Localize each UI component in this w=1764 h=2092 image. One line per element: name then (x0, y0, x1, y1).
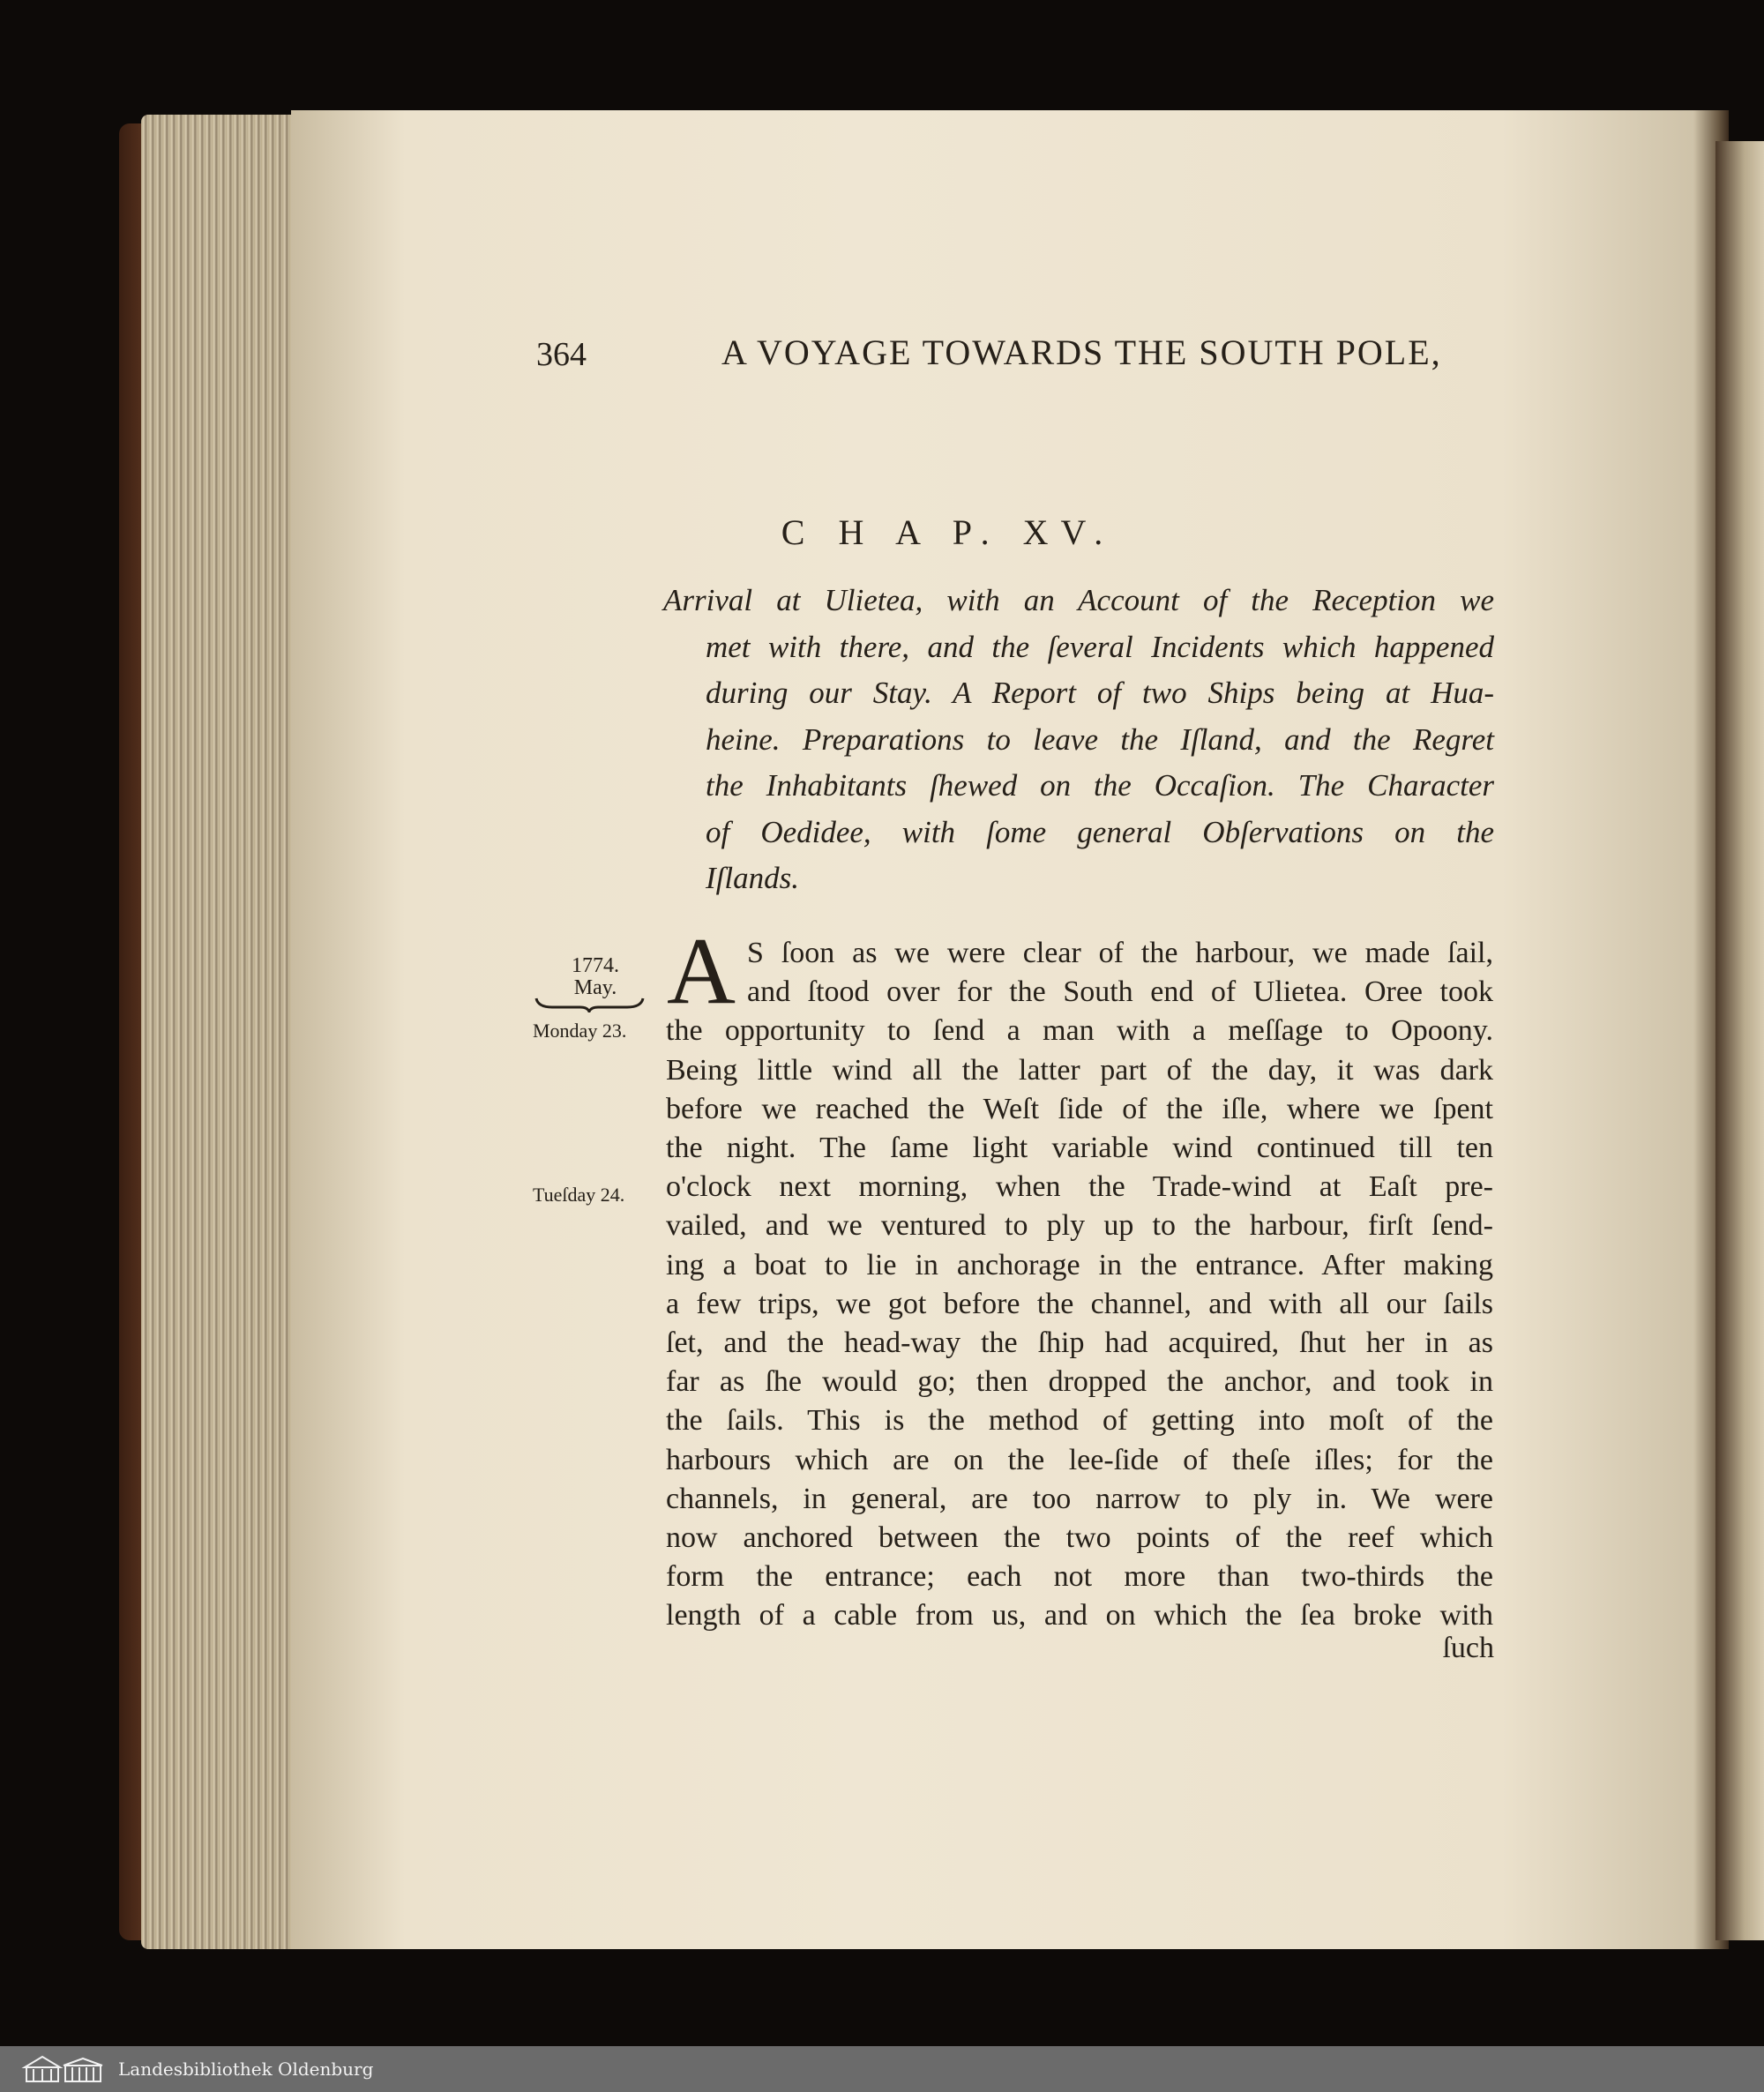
body-line: harbours which are on the lee-ſide of theſe iſles; for the (666, 1443, 1493, 1476)
body-line: length of a cable from us, and on which the ſea broke with (666, 1599, 1493, 1633)
body-line: now anchored between the two points of the reef which (666, 1521, 1493, 1555)
chapter-summary (663, 578, 1494, 902)
summary-line: Arrival at Ulietea, with an Account of the Reception we (663, 583, 1494, 617)
catchword: ſuch (1442, 1632, 1494, 1664)
margin-month: May. (573, 976, 617, 999)
body-text (666, 934, 1493, 1636)
summary-line: the Inhabitants ſhewed on the Occaſion. The Character (706, 768, 1494, 803)
body-line: the night. The ſame light variable wind continued till ten (666, 1132, 1493, 1165)
margin-brace (534, 995, 645, 1012)
drop-cap: A (667, 919, 736, 1024)
body-line: far as ſhe would go; then dropped the anchor, and took in (666, 1365, 1493, 1399)
facing-page-edge (1715, 141, 1764, 1940)
summary-line: Iſlands. (706, 861, 799, 895)
chapter-heading: C H A P. XV. (781, 512, 1116, 552)
summary-line: of Oedidee, with ſome general Obſervations on the (706, 814, 1494, 849)
summary-line: heine. Preparations to leave the Iſland, and the Regret (706, 721, 1494, 757)
margin-date-monday: Monday 23. (533, 1020, 627, 1042)
body-line: channels, in general, are too narrow to ply in. We were (666, 1482, 1493, 1515)
library-name: Landesbibliothek Oldenburg (118, 2058, 374, 2080)
body-line: S ſoon as we were clear of the harbour, we made ſail, (747, 937, 1493, 969)
body-line: ing a boat to lie in anchorage in the entrance. After making (666, 1248, 1493, 1281)
margin-year: 1774. (572, 954, 619, 977)
body-line: vailed, and we ventured to ply up to the harbour, firſt ſend- (666, 1209, 1493, 1243)
summary-line: during our Stay. A Report of two Ships being at Hua- (706, 676, 1494, 710)
body-line: Being little wind all the latter part of the day, it was dark (666, 1053, 1493, 1087)
body-line: o'clock next morning, when the Trade-wind at Eaſt pre- (666, 1170, 1493, 1204)
body-line: before we reached the Weſt ſide of the iſle, where we ſpent (666, 1092, 1493, 1125)
page-number: 364 (536, 336, 587, 373)
body-line: the opportunity to ſend a man with a meſſage to Opoony. (666, 1014, 1493, 1048)
body-line: form the entrance; each not more than two-thirds the (666, 1560, 1493, 1594)
body-line: ſet, and the head-way the ſhip had acquired, ſhut her in as (666, 1326, 1493, 1360)
body-line: a few trips, we got before the channel, and with all our ſails (666, 1287, 1493, 1320)
body-line: and ſtood over for the South end of Ulietea. Oree took (747, 975, 1493, 1009)
library-building-icon (19, 2053, 108, 2085)
page-edges (141, 115, 300, 1949)
body-line: the ſails. This is the method of getting into moſt of the (666, 1404, 1493, 1438)
margin-date-tuesday: Tueſday 24. (533, 1184, 625, 1206)
running-head: A VOYAGE TOWARDS THE SOUTH POLE, (721, 332, 1442, 372)
summary-line: met with there, and the ſeveral Incidents which happened (706, 629, 1494, 664)
